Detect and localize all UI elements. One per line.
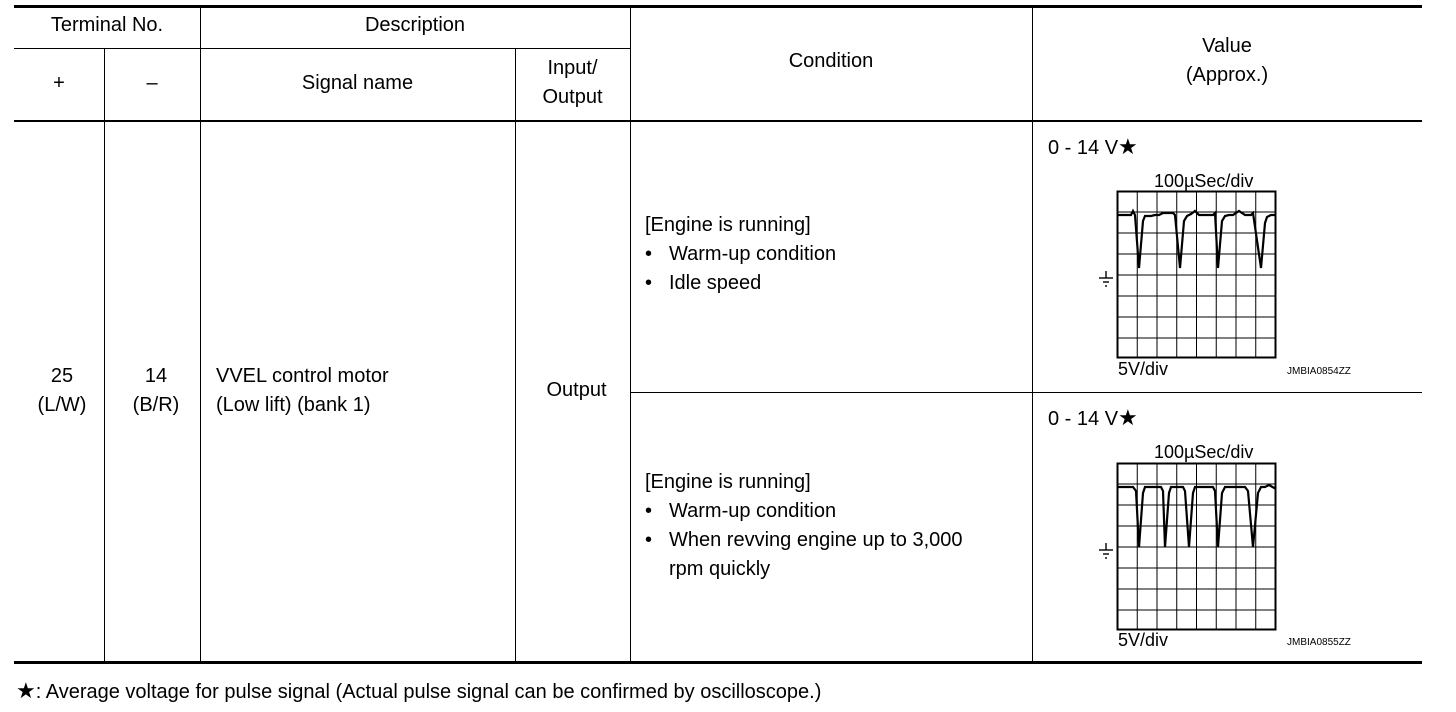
col-divider-condition-value <box>1032 6 1033 662</box>
table-bottom-border <box>14 661 1422 664</box>
header-value-line1: Value <box>1202 35 1252 57</box>
condition-1-heading: [Engine is running] <box>645 214 811 236</box>
plus-terminal-number: 25 <box>50 365 74 387</box>
col-divider-signal-io <box>515 48 516 662</box>
condition-2-bullet-2-text-cont: rpm quickly <box>669 558 771 580</box>
oscilloscope-1 <box>1117 191 1277 359</box>
condition-2-bullet-2-text: When revving engine up to 3,000 <box>669 529 963 551</box>
header-signal-name: Signal name <box>301 72 414 94</box>
io-value: Output <box>546 379 607 401</box>
star-icon: ★ <box>1118 405 1138 430</box>
oscilloscope-2 <box>1117 463 1277 631</box>
scope-1-time-div: 100µSec/div <box>1154 171 1254 191</box>
header-terminal-no: Terminal No. <box>50 14 164 36</box>
condition-2-heading: [Engine is running] <box>645 471 811 493</box>
minus-terminal-number: 14 <box>144 365 168 387</box>
header-bottom-border <box>14 120 1422 122</box>
header-condition: Condition <box>788 50 874 72</box>
header-plus: + <box>53 72 65 94</box>
star-icon: ★ <box>1118 134 1138 159</box>
scope-1-volt-div: 5V/div <box>1118 359 1169 379</box>
value-1-voltage <box>1048 132 1138 163</box>
condition-row-divider <box>630 392 1422 393</box>
header-divider-terminal <box>14 48 630 49</box>
condition-1-bullet-2-text: Idle speed <box>669 272 762 294</box>
signal-name-line2: (Low lift) (bank 1) <box>216 394 371 416</box>
scope-2-volt-div: 5V/div <box>1118 630 1169 650</box>
value-2-voltage-text: 0 - 14 V <box>1048 408 1119 430</box>
scope-1-figure-code: JMBIA0854ZZ <box>1287 366 1351 377</box>
col-divider-terminal-description <box>200 6 201 662</box>
header-input-output-line2: Output <box>542 86 603 108</box>
minus-terminal-color: (B/R) <box>132 394 180 416</box>
signal-name-line1: VVEL control motor <box>216 365 389 387</box>
col-divider-io-condition <box>630 6 631 662</box>
header-value-line2: (Approx.) <box>1185 64 1269 86</box>
scope-2-figure-code: JMBIA0855ZZ <box>1287 637 1351 648</box>
star-icon: ★ <box>16 678 36 703</box>
header-description: Description <box>364 14 466 36</box>
condition-2-bullet-1-text: Warm-up condition <box>669 500 837 522</box>
header-minus: – <box>146 72 158 94</box>
condition-1-bullet-1-text: Warm-up condition <box>669 243 837 265</box>
header-input-output-line1: Input/ <box>547 57 598 79</box>
scope-1-ground-icon <box>1099 271 1113 286</box>
value-1-voltage-text: 0 - 14 V <box>1048 137 1119 159</box>
value-2-voltage <box>1048 403 1138 434</box>
bullet-icon: • <box>645 272 653 294</box>
scope-1-grid <box>1117 191 1276 358</box>
scope-2-time-div: 100µSec/div <box>1154 442 1254 462</box>
footnote <box>16 676 821 707</box>
col-divider-plus-minus <box>104 48 105 662</box>
plus-terminal-color: (L/W) <box>37 394 87 416</box>
footnote-text: : Average voltage for pulse signal (Actual pulse signal can be confirmed by oscilloscope.) <box>35 681 822 703</box>
bullet-icon: • <box>645 243 653 265</box>
scope-2-ground-icon <box>1099 543 1113 558</box>
table-top-border <box>14 5 1422 8</box>
bullet-icon: • <box>645 500 653 522</box>
bullet-icon: • <box>645 529 653 551</box>
